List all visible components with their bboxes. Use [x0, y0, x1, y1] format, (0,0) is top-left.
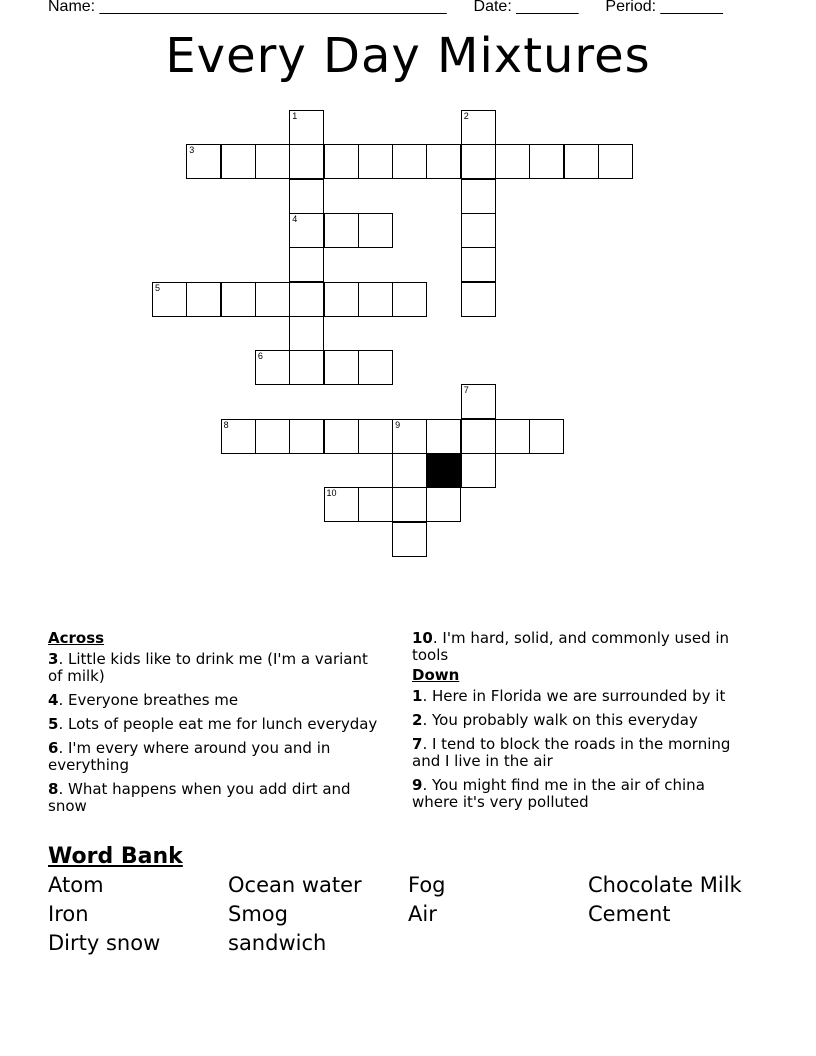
clue-down-9: 9. You might find me in the air of china where it's very polluted [412, 776, 705, 811]
clue-number: 7 [463, 385, 469, 396]
crossword-cell[interactable] [152, 282, 187, 317]
word-bank-item: Dirty snow [48, 931, 161, 955]
clue-number: 1 [292, 111, 298, 121]
crossword-cell[interactable] [324, 419, 359, 454]
crossword-cell[interactable] [461, 110, 496, 145]
crossword-cell[interactable] [289, 144, 324, 179]
clue-number: 8 [223, 419, 229, 430]
crossword-cell[interactable] [461, 213, 496, 248]
crossword-cell[interactable] [289, 247, 324, 282]
clue-across-10: 10. I'm hard, solid, and commonly used in tools [412, 629, 730, 664]
crossword-cell[interactable] [255, 144, 290, 179]
crossword-cell[interactable] [461, 453, 496, 488]
clue-down-7: 7. I tend to block the roads in the morning and I live in the air [412, 735, 731, 770]
crossword-cell[interactable] [324, 144, 359, 179]
crossword-cell[interactable] [564, 144, 599, 179]
page-title: Every Day Mixtures [165, 28, 651, 84]
crossword-cell[interactable] [461, 384, 496, 419]
crossword-cell[interactable] [598, 144, 633, 179]
crossword-cell[interactable] [221, 282, 256, 317]
crossword-cell[interactable] [289, 110, 324, 145]
crossword-cell[interactable] [324, 282, 359, 317]
across-heading: Across [48, 629, 105, 647]
clues-right-column [412, 630, 752, 818]
clue-number: 3 [189, 145, 195, 156]
crossword-cell[interactable] [392, 522, 427, 557]
down-heading: Down [412, 666, 460, 684]
word-bank-item: Chocolate Milk [588, 873, 742, 897]
word-bank-item: Ocean water [228, 873, 362, 897]
crossword-cell[interactable] [461, 282, 496, 317]
crossword-cell[interactable] [495, 144, 530, 179]
name-field[interactable]: Name: _______________________________________ [48, 0, 447, 15]
crossword-cell[interactable] [255, 419, 290, 454]
crossword-black-cell [426, 453, 461, 488]
crossword-cell[interactable] [324, 350, 359, 385]
crossword-cell[interactable] [426, 419, 461, 454]
crossword-cell[interactable] [221, 144, 256, 179]
clues-left-column [48, 630, 378, 822]
crossword-cell[interactable] [324, 213, 359, 248]
crossword-cell[interactable] [392, 282, 427, 317]
crossword-cell[interactable] [392, 453, 427, 488]
crossword-cell[interactable] [529, 144, 564, 179]
crossword-cell[interactable] [358, 144, 393, 179]
crossword-cell[interactable] [186, 144, 221, 179]
clue-across-3: 3. Little kids like to drink me (I'm a variant of milk) [48, 650, 368, 685]
crossword-cell[interactable] [289, 350, 324, 385]
crossword-cell[interactable] [289, 316, 324, 351]
clue-across-6: 6. I'm every where around you and in everything [48, 739, 331, 774]
word-bank-item: Cement [588, 902, 671, 926]
crossword-cell[interactable] [426, 144, 461, 179]
crossword-cell[interactable] [358, 419, 393, 454]
crossword-cell[interactable] [289, 213, 324, 248]
period-field[interactable]: Period: _______ [605, 0, 723, 15]
crossword-cell[interactable] [392, 419, 427, 454]
clue-number: 2 [463, 111, 469, 121]
crossword-cell[interactable] [221, 419, 256, 454]
clue-down-1: 1. Here in Florida we are surrounded by it [412, 687, 726, 705]
crossword-cell[interactable] [289, 419, 324, 454]
crossword-cell[interactable] [529, 419, 564, 454]
crossword-cell[interactable] [255, 350, 290, 385]
crossword-cell[interactable] [358, 487, 393, 522]
crossword-cell[interactable] [289, 179, 324, 214]
crossword-cell[interactable] [461, 179, 496, 214]
clue-number: 10 [326, 488, 337, 499]
crossword-cell[interactable] [186, 282, 221, 317]
crossword-cell[interactable] [426, 487, 461, 522]
clue-across-5: 5. Lots of people eat me for lunch everyday [48, 715, 378, 733]
word-bank-item: Fog [408, 873, 446, 897]
crossword-cell[interactable] [289, 282, 324, 317]
word-bank [48, 872, 788, 957]
crossword-cell[interactable] [392, 487, 427, 522]
word-bank-item: Air [408, 902, 437, 926]
word-bank-title: Word Bank [48, 844, 183, 869]
date-field[interactable]: Date: _______ [473, 0, 579, 15]
word-bank-item: sandwich [228, 931, 327, 955]
crossword-cell[interactable] [461, 247, 496, 282]
clue-across-8: 8. What happens when you add dirt and snow [48, 780, 351, 815]
word-bank-item: Atom [48, 873, 104, 897]
clue-number: 4 [292, 213, 298, 224]
crossword-cell[interactable] [461, 419, 496, 454]
clue-number: 9 [395, 419, 401, 430]
crossword-cell[interactable] [461, 144, 496, 179]
clue-down-2: 2. You probably walk on this everyday [412, 711, 698, 729]
crossword-cell[interactable] [255, 282, 290, 317]
crossword-cell[interactable] [358, 282, 393, 317]
word-bank-item: Smog [228, 902, 288, 926]
crossword-cell[interactable] [495, 419, 530, 454]
clue-number: 5 [155, 282, 161, 293]
crossword-cell[interactable] [358, 350, 393, 385]
crossword-cell[interactable] [358, 213, 393, 248]
word-bank-item: Iron [48, 902, 89, 926]
crossword-cell[interactable] [392, 144, 427, 179]
clue-number: 6 [257, 351, 263, 362]
clue-across-4: 4. Everyone breathes me [48, 691, 239, 709]
crossword-cell[interactable] [324, 487, 359, 522]
